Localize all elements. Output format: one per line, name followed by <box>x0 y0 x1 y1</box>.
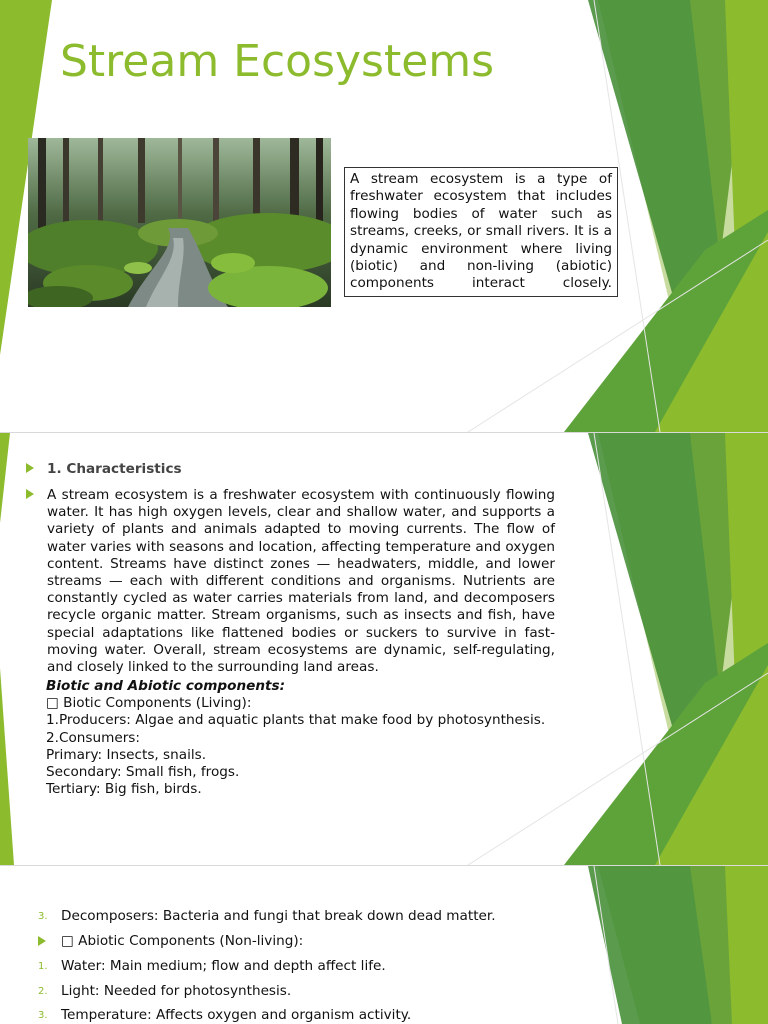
list-item: Water: Main medium; flow and depth affect life. <box>61 958 386 974</box>
list-item: Light: Needed for photosynthesis. <box>61 983 292 999</box>
biotic-line: Secondary: Small fish, frogs. <box>46 764 240 781</box>
list-item: □ Abiotic Components (Non-living): <box>61 933 304 949</box>
list-number: 3. <box>38 1010 48 1021</box>
bullet-icon <box>38 936 46 946</box>
intro-text: A stream ecosystem is a type of freshwater ecosystem that includes flowing bodies of water such as streams, creeks, or small rivers. It is a dynamic environment where living (biotic) and non-living (abiotic) components interact closely. <box>350 171 612 292</box>
list-item: Temperature: Affects oxygen and organism activity. <box>61 1007 412 1023</box>
characteristics-paragraph: A stream ecosystem is a freshwater ecosystem with continuously flowing water. It has high oxygen levels, clear and shallow water, and supports a variety of plants and animals adapted to moving currents. The flow of water varies with seasons and location, affecting temperature and oxygen content. Streams have distinct zones — headwaters, middle, and lower streams — each with different conditions and organisms. Nutrients are constantly cycled as water carries materials from land, and decomposers recycle organic matter. Stream organisms, such as insects and fish, have special adaptations like flattened bodies or suckers to survive in fast-moving water. Overall, stream ecosystems are dynamic, self-regulating, and closely linked to the surrounding land areas. <box>47 487 555 676</box>
biotic-abiotic-heading: Biotic and Abiotic components: <box>46 678 286 694</box>
list-number: 3. <box>38 911 48 922</box>
list-item: Decomposers: Bacteria and fungi that break down dead matter. <box>61 908 496 924</box>
bullet-icon <box>26 463 34 473</box>
slide-1 <box>0 0 768 432</box>
biotic-line: □ Biotic Components (Living): <box>46 695 252 712</box>
biotic-line: Tertiary: Big fish, birds. <box>46 781 202 798</box>
biotic-line: 2.Consumers: <box>46 729 140 746</box>
intro-text-box <box>344 167 618 297</box>
list-number: 2. <box>38 986 48 997</box>
slide-title: Stream Ecosystems <box>60 36 495 87</box>
biotic-line: 1.Producers: Algae and aquatic plants that make food by photosynthesis. <box>46 712 546 729</box>
biotic-components-block <box>46 678 545 798</box>
list-number: 1. <box>38 961 48 972</box>
biotic-line: Primary: Insects, snails. <box>46 746 207 763</box>
characteristics-heading: 1. Characteristics <box>47 461 182 477</box>
forest-stream-photo <box>28 138 331 307</box>
bullet-icon <box>26 489 34 499</box>
